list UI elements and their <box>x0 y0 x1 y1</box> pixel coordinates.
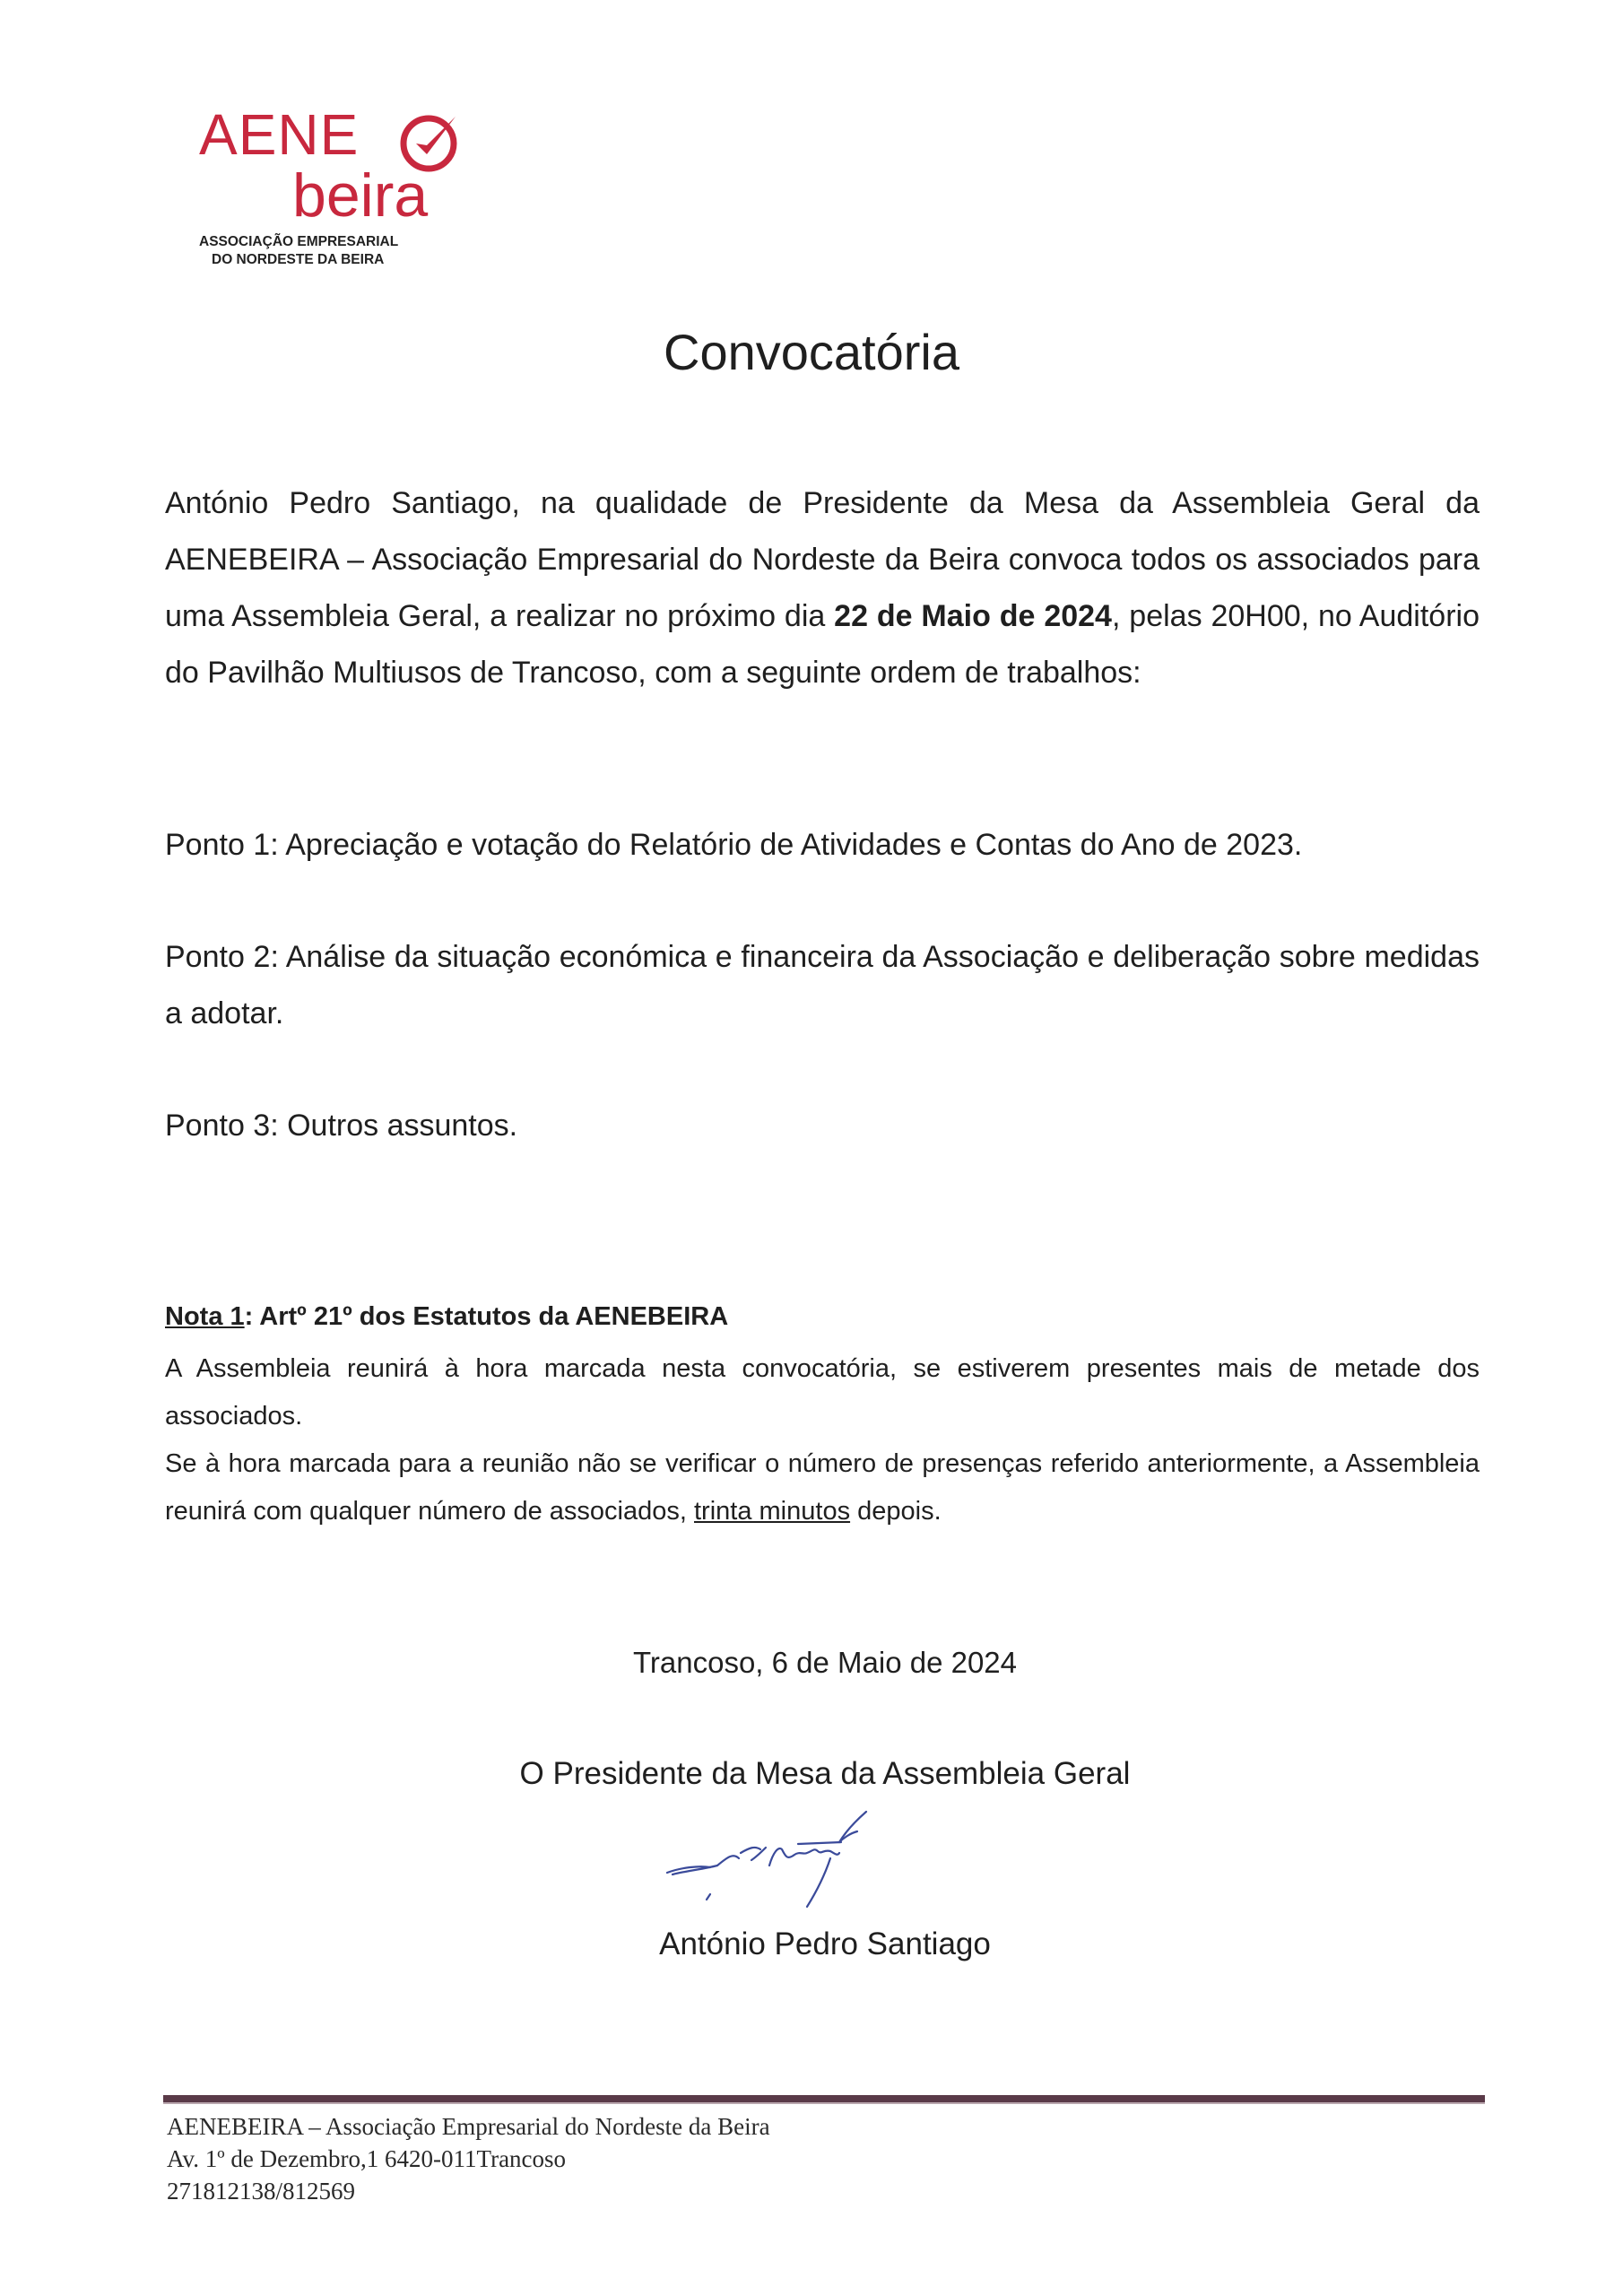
note-p2-underlined: trinta minutos <box>694 1497 851 1526</box>
footer <box>167 2110 770 2207</box>
aenebeira-logo <box>199 102 486 276</box>
agenda-point-3: Ponto 3: Outros assuntos. <box>165 1109 518 1143</box>
meeting-date: 22 de Maio de 2024 <box>834 599 1112 633</box>
note-body <box>165 1345 1480 1535</box>
note-heading <box>165 1299 728 1335</box>
agenda-point-2: Ponto 2: Análise da situação económica e financeira da Associação e deliberação sobre medidas a adotar. <box>165 940 1480 1031</box>
intro-paragraph <box>165 475 1480 701</box>
signature-icon <box>655 1803 942 1928</box>
document-title: Convocatória <box>664 324 959 380</box>
president-title: O Presidente da Mesa da Assembleia Geral <box>519 1756 1131 1791</box>
note-p2-end: depois. <box>850 1497 942 1526</box>
date-line: Trancoso, 6 de Maio de 2024 <box>632 1646 1018 1679</box>
logo-tagline-line2: DO NORDESTE DA BEIRA <box>212 252 385 267</box>
footer-phone: 271812138/812569 <box>167 2178 356 2205</box>
note-heading-text: : Artº 21º dos Estatutos da AENEBEIRA <box>244 1302 729 1331</box>
agenda-point-1: Ponto 1: Apreciação e votação do Relatório de Atividades e Contas do Ano de 2023. <box>165 828 1303 862</box>
note-p2-start: Se à hora marcada para a reunião não se verificar o número de presenças referido anteriormente, a Assembleia reunirá com qualquer número de associados, <box>165 1449 1480 1526</box>
note-paragraph-2 <box>165 1440 1480 1535</box>
footer-org-name: AENEBEIRA – Associação Empresarial do Nordeste da Beira <box>167 2113 770 2140</box>
intro-part1: António Pedro Santiago, na qualidade de Presidente da Mesa da Assembleia Geral da AENEBEIRA – Associação Empresarial do Nordeste da Beira convoca todos os associados para uma Assembleia Geral, a realizar no próximo dia <box>165 486 1480 633</box>
logo-tagline <box>199 233 398 269</box>
intro-part2: , pelas 20H00, no Auditório do Pavilhão Multiusos de Trancoso, com a seguinte ordem de trabalhos: <box>165 599 1480 690</box>
note-paragraph-1: A Assembleia reunirá à hora marcada nesta convocatória, se estiverem presentes mais de metade dos associados. <box>165 1354 1480 1431</box>
logo-text-aene: AENE <box>199 102 360 167</box>
note-label: Nota 1 <box>165 1302 245 1331</box>
logo-text-beira: beira <box>292 161 429 230</box>
footer-divider <box>163 2095 1485 2104</box>
footer-address: Av. 1º de Dezembro,1 6420-011Trancoso <box>167 2145 567 2172</box>
signer-name: António Pedro Santiago <box>659 1926 991 1961</box>
logo-tagline-line1: ASSOCIAÇÃO EMPRESARIAL <box>199 234 399 249</box>
